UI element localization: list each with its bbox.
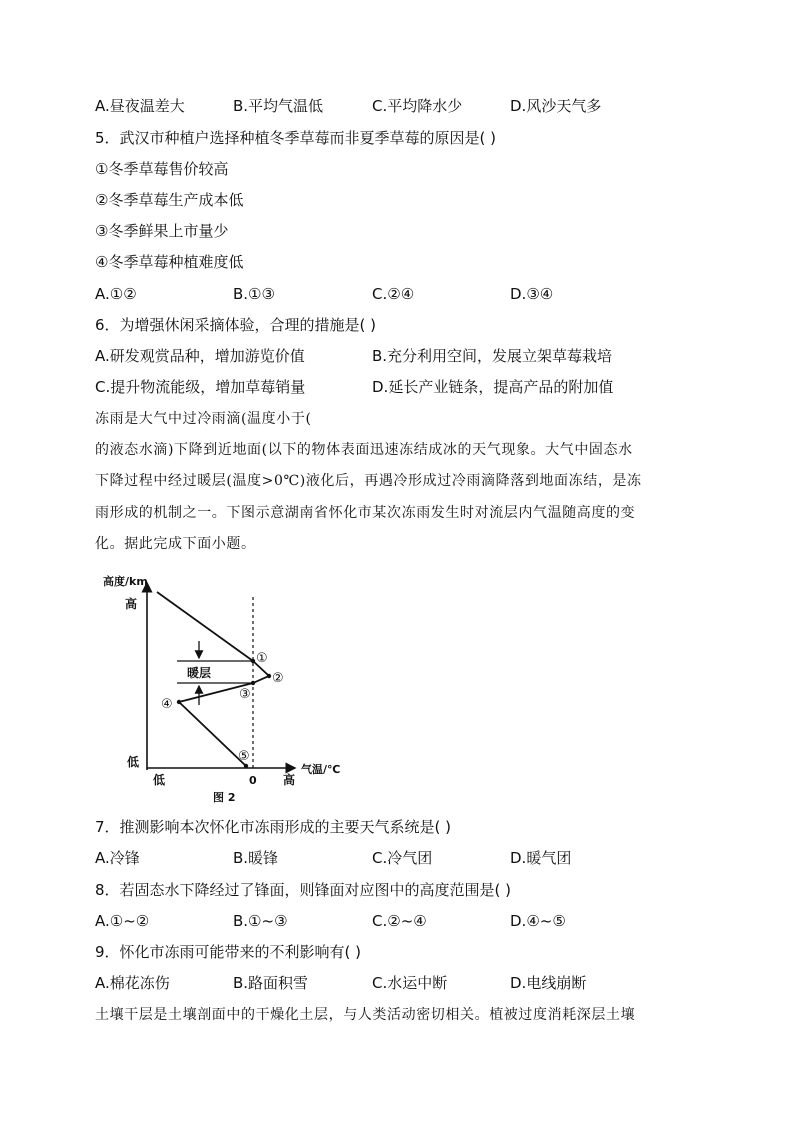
q6-stem: 6．为增强休闲采摘体验，合理的措施是( ) — [95, 316, 377, 334]
temperature-profile — [157, 592, 269, 766]
point-1-label: ① — [256, 651, 268, 666]
point-2-label: ② — [272, 671, 284, 686]
x-zero-label: 0 — [249, 774, 257, 787]
point-3-dot — [251, 681, 255, 685]
point-5-dot — [244, 764, 248, 768]
y-low-label: 低 — [127, 755, 140, 769]
q5-option-b: B.①③ — [233, 285, 275, 303]
point-4-label: ④ — [161, 697, 173, 712]
q4-option-d: D.风沙天气多 — [510, 97, 602, 115]
q4-option-c: C.平均降水少 — [372, 97, 463, 115]
q5-option-c: C.②④ — [372, 285, 415, 303]
point-2-dot — [267, 674, 271, 678]
y-axis-label: 高度/km — [103, 575, 148, 588]
q6-option-a: A.研发观赏品种，增加游览价值 — [95, 347, 305, 365]
point-3-label: ③ — [239, 687, 251, 702]
q6-option-c: C.提升物流能级，增加草莓销量 — [95, 378, 306, 396]
q6-option-d: D.延长产业链条，提高产品的附加值 — [372, 378, 614, 396]
point-5-label: ⑤ — [238, 749, 250, 764]
passage-line-1: 冻雨是大气中过冷雨滴(温度小于( — [95, 411, 312, 427]
q4-option-a: A.昼夜温差大 — [95, 97, 185, 115]
q8-stem: 8．若固态水下降经过了锋面，则锋面对应图中的高度范围是( ) — [95, 881, 512, 899]
passage-line-5: 化。据此完成下面小题。 — [95, 536, 256, 552]
q7-option-a: A.冷锋 — [95, 849, 140, 867]
q7-option-b: B.暖锋 — [233, 849, 279, 867]
q5-item-1: ①冬季草莓售价较高 — [95, 160, 229, 178]
q5-stem: 5．武汉市种植户选择种植冬季草莓而非夏季草莓的原因是( ) — [95, 129, 497, 147]
temperature-height-diagram — [95, 565, 350, 810]
point-1-dot — [251, 659, 255, 663]
q9-stem: 9．怀化市冻雨可能带来的不利影响有( ) — [95, 943, 362, 961]
warm-layer-label: 暖层 — [187, 666, 212, 680]
q5-option-a: A.①② — [95, 285, 137, 303]
q5-option-d: D.③④ — [510, 285, 554, 303]
q8-option-b: B.①~③ — [233, 912, 288, 930]
q9-option-c: C.水运中断 — [372, 974, 448, 992]
q6-option-b: B.充分利用空间，发展立架草莓栽培 — [372, 347, 613, 365]
x-axis-label: 气温/℃ — [301, 763, 341, 776]
q8-option-c: C.②~④ — [372, 912, 427, 930]
q8-option-a: A.①~② — [95, 912, 150, 930]
passage2-line-1: 土壤干层是土壤剖面中的干燥化土层，与人类活动密切相关。植被过度消耗深层土壤 — [95, 1007, 636, 1023]
temperature-height-figure — [95, 565, 350, 810]
q4-option-b: B.平均气温低 — [233, 97, 324, 115]
q9-option-b: B.路面积雪 — [233, 974, 309, 992]
x-high-label: 高 — [283, 773, 296, 787]
passage-line-3: 下降过程中经过暖层(温度>0℃)液化后，再遇冷形成过冷雨滴降落到地面冻结，是冻 — [95, 473, 642, 489]
q7-stem: 7．推测影响本次怀化市冻雨形成的主要天气系统是( ) — [95, 818, 452, 836]
passage-line-4: 雨形成的机制之一。下图示意湖南省怀化市某次冻雨发生时对流层内气温随高度的变 — [95, 505, 636, 521]
q9-option-a: A.棉花冻伤 — [95, 974, 170, 992]
passage-line-2: 的液态水滴)下降到近地面(以下的物体表面迅速冻结成冰的天气现象。大气中固态水 — [95, 442, 633, 458]
q7-option-c: C.冷气团 — [372, 849, 433, 867]
q5-item-2: ②冬季草莓生产成本低 — [95, 191, 244, 209]
y-high-label: 高 — [125, 597, 138, 611]
q7-option-d: D.暖气团 — [510, 849, 572, 867]
figure-caption: 图 2 — [213, 791, 236, 804]
q5-item-3: ③冬季鲜果上市量少 — [95, 222, 229, 240]
x-low-label: 低 — [153, 773, 166, 787]
q5-item-4: ④冬季草莓种植难度低 — [95, 253, 244, 271]
q9-option-d: D.电线崩断 — [510, 974, 587, 992]
point-4-dot — [177, 700, 181, 704]
q8-option-d: D.④~⑤ — [510, 912, 566, 930]
